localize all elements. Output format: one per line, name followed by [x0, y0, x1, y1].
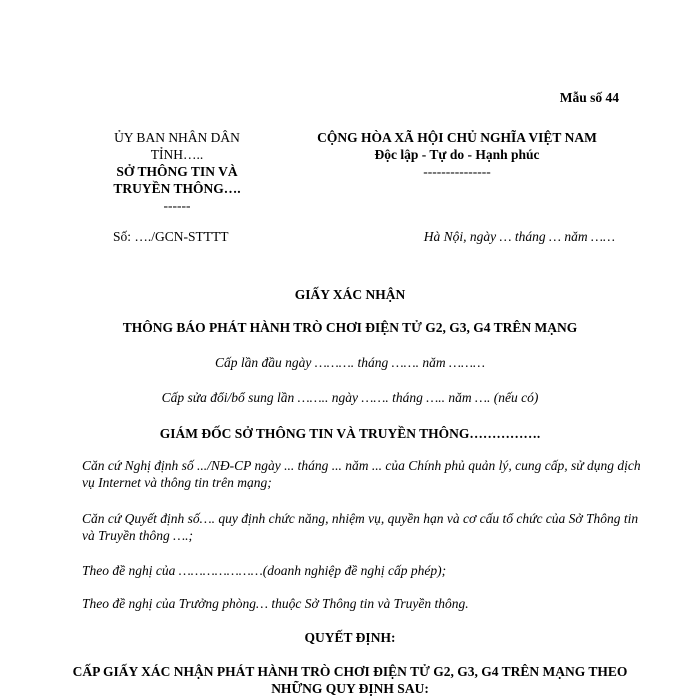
authority-rule: ------ — [163, 197, 191, 213]
nation-name: CỘNG HÒA XÃ HỘI CHỦ NGHĨA VIỆT NAM — [317, 130, 597, 145]
director-heading: GIÁM ĐỐC SỞ THÔNG TIN VÀ TRUYỀN THÔNG……………. — [159, 426, 541, 441]
national-rule: --------------- — [423, 163, 491, 179]
first-issue-line: Cấp lần đầu ngày ………. tháng ……. năm ……… — [214, 355, 486, 370]
issuing-authority-header — [92, 130, 262, 214]
authority-line-3: SỞ THÔNG TIN VÀ — [116, 163, 238, 179]
document-number: Số: …./GCN-STTTT — [113, 229, 229, 244]
legal-basis-decree: Căn cứ Nghị định số .../NĐ-CP ngày ... tháng ... năm ... của Chính phủ quản lý, cung cấp, sử dụng dịch vụ Internet và thông tin trên mạng; — [82, 458, 641, 490]
decision-subtitle: CẤP GIẤY XÁC NHẬN PHÁT HÀNH TRÒ CHƠI ĐIỆN TỬ G2, G3, G4 TRÊN MẠNG THEO NHỮNG QUY ĐỊNH SAU: — [72, 664, 628, 696]
national-header — [282, 130, 632, 181]
enterprise-proposal: Theo đề nghị của …………………(doanh nghiệp đề nghị cấp phép); — [82, 563, 447, 578]
place-date: Hà Nội, ngày … tháng … năm …… — [423, 229, 615, 244]
amendment-issue-line: Cấp sửa đổi/bổ sung lần …….. ngày ……. tháng ….. năm …. (nếu có) — [161, 390, 539, 405]
department-proposal: Theo đề nghị của Trưởng phòng… thuộc Sở Thông tin và Truyền thông. — [82, 596, 469, 611]
national-motto: Độc lập - Tự do - Hạnh phúc — [374, 146, 540, 162]
authority-line-2: TỈNH….. — [150, 146, 204, 162]
legal-basis-decision: Căn cứ Quyết định số…. quy định chức năng, nhiệm vụ, quyền hạn và cơ cấu tổ chức của Sở Thông tin và Truyền thông ….; — [82, 511, 639, 543]
form-number: Mẫu số 44 — [559, 90, 619, 105]
authority-line-1: ỦY BAN NHÂN DÂN — [114, 130, 240, 145]
decision-heading: QUYẾT ĐỊNH: — [304, 630, 396, 645]
authority-line-4: TRUYỀN THÔNG…. — [113, 180, 241, 196]
document-title: GIẤY XÁC NHẬN — [294, 287, 406, 302]
document-subtitle: THÔNG BÁO PHÁT HÀNH TRÒ CHƠI ĐIỆN TỬ G2, G3, G4 TRÊN MẠNG — [122, 320, 578, 335]
